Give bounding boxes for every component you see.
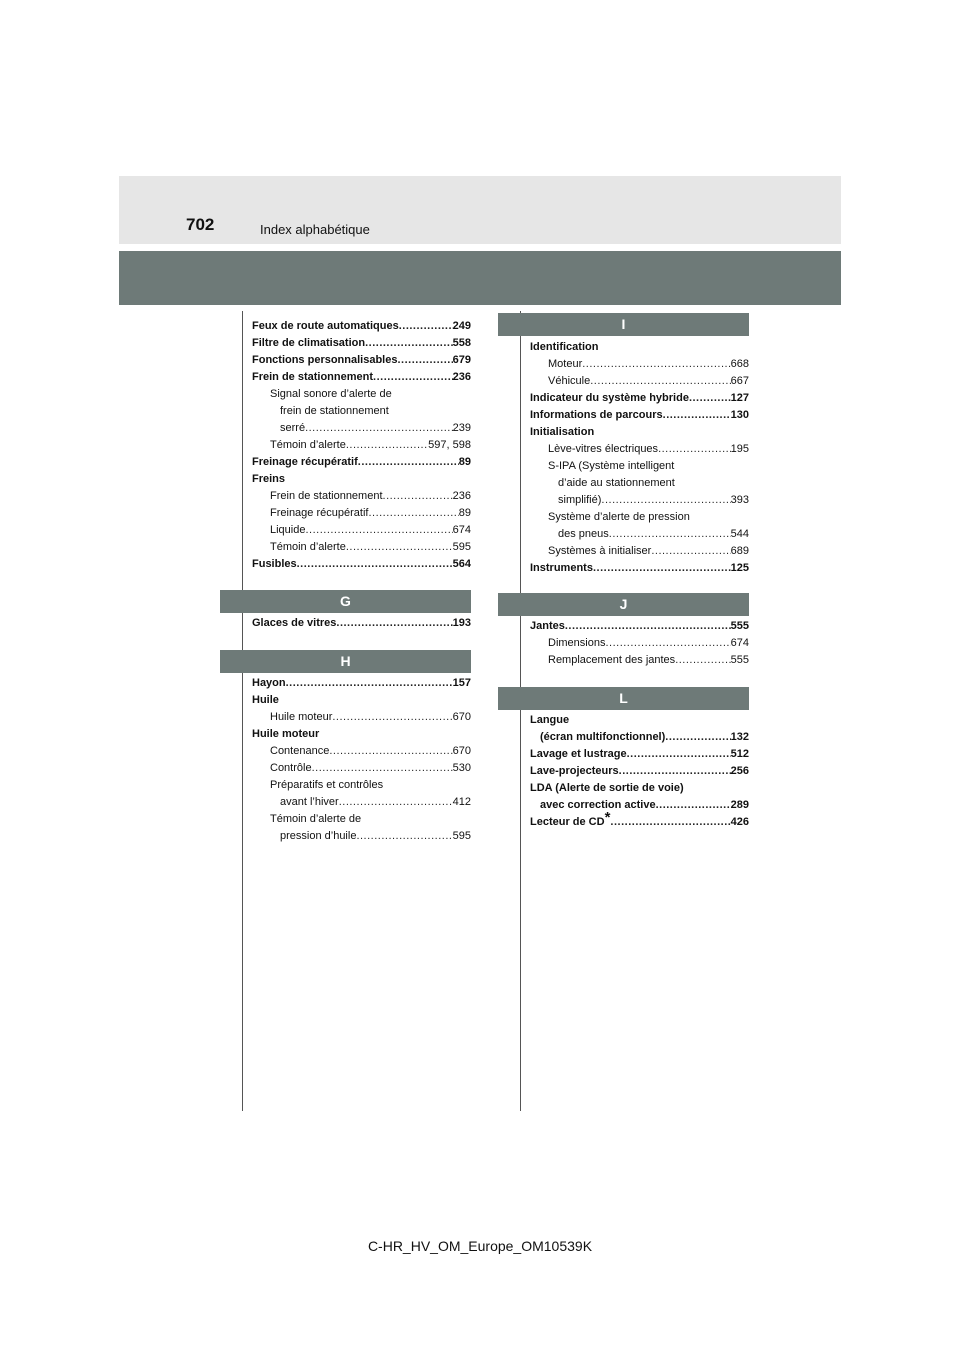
index-column-left-h [252,675,471,855]
index-entry[interactable]: Lavage et lustrage ..... 512 [530,746,749,763]
index-entry[interactable]: Indicateur du système hybride ..... 127 [530,390,749,407]
index-subentry[interactable]: Frein de stationnement ..... 236 [252,488,471,505]
index-entry[interactable]: Frein de stationnement ..... 236 [252,369,471,386]
index-entry[interactable]: LDA (Alerte de sortie de voie) avec correction active ..... 289 [530,780,749,814]
header-bar [119,251,841,305]
index-column-right-l [530,712,749,837]
index-subentry[interactable]: Véhicule ..... 667 [530,373,749,390]
index-subentry[interactable]: Témoin d’alerte ..... 595 [252,539,471,556]
index-heading: Initialisation [530,426,595,438]
index-subentry[interactable]: Huile moteur ..... 670 [252,709,471,726]
index-entry[interactable]: Glaces de vitres ..... 193 [252,615,471,632]
index-entry[interactable]: Instruments ..... 125 [530,560,749,577]
letter-section-i: I [498,313,749,336]
left-divider [242,311,243,1111]
index-subentry[interactable]: Systèmes à initialiser ..... 689 [530,543,749,560]
letter-section-j: J [498,593,749,616]
index-entry[interactable]: Fonctions personnalisables ..... 679 [252,352,471,369]
index-entry[interactable]: Lecteur de CD* ..... 426 [530,814,749,831]
index-subentry[interactable]: Préparatifs et contrôles avant l’hiver ..... 412 [252,777,471,811]
index-column-right-j [530,618,749,678]
index-subentry[interactable]: Moteur ..... 668 [530,356,749,373]
center-divider [520,311,521,1111]
header-band [119,176,841,244]
index-subentry[interactable]: Contenance ..... 670 [252,743,471,760]
index-subentry[interactable]: S-IPA (Système intelligent d’aide au stationnement simplifié) ..... 393 [530,458,749,509]
index-column-left-g [252,615,471,635]
index-heading: Huile moteur [252,728,320,740]
index-entry[interactable]: Feux de route automatiques ..... 249 [252,318,471,335]
index-entry[interactable]: Freinage récupératif ..... 89 [252,454,471,471]
index-entry[interactable]: Informations de parcours ..... 130 [530,407,749,424]
index-heading: Huile [252,694,279,706]
index-subentry[interactable]: Signal sonore d’alerte de frein de stationnement serré ..... 239 [252,386,471,437]
letter-section-g: G [220,590,471,613]
footer-document-code: C-HR_HV_OM_Europe_OM10539K [367,1238,593,1254]
index-entry[interactable]: Langue (écran multifonctionnel) ..... 132 [530,712,749,746]
index-heading: Identification [530,341,599,353]
index-subentry[interactable]: Freinage récupératif ..... 89 [252,505,471,522]
footnote-asterisk: * [604,809,611,826]
index-entry[interactable]: Fusibles ..... 564 [252,556,471,573]
index-entry[interactable]: Hayon ..... 157 [252,675,471,692]
page-number: 702 [186,215,215,234]
page-title: Index alphabétique [260,222,370,237]
index-subentry[interactable]: Lève-vitres électriques ..... 195 [530,441,749,458]
index-subentry[interactable]: Liquide ..... 674 [252,522,471,539]
index-heading: Freins [252,473,286,485]
index-subentry[interactable]: Contrôle ..... 530 [252,760,471,777]
index-subentry[interactable]: Témoin d’alerte ..... 597, 598 [252,437,471,454]
index-subentry[interactable]: Témoin d’alerte de pression d’huile ..... 595 [252,811,471,845]
index-subentry[interactable]: Dimensions ..... 674 [530,635,749,652]
letter-section-h: H [220,650,471,673]
index-entry[interactable]: Filtre de climatisation ..... 558 [252,335,471,352]
letter-section-l: L [498,687,749,710]
index-entry[interactable]: Jantes ..... 555 [530,618,749,635]
index-subentry[interactable]: Système d’alerte de pression des pneus ..... 544 [530,509,749,543]
index-subentry[interactable]: Remplacement des jantes ..... 555 [530,652,749,669]
index-entry[interactable]: Lave-projecteurs ..... 256 [530,763,749,780]
index-column-right-i [530,339,749,579]
